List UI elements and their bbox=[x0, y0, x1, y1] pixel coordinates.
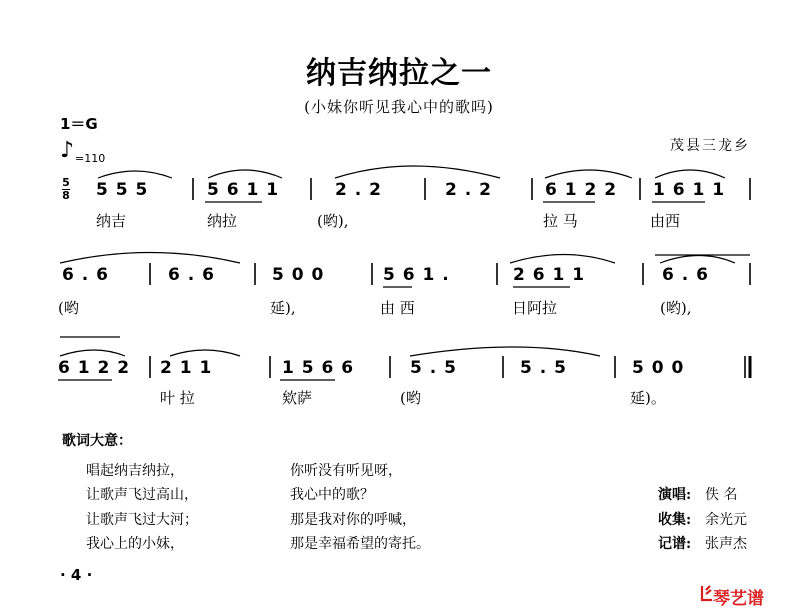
translation-right-4: 那是幸福希望的寄托。 bbox=[290, 536, 430, 552]
measure-1-2: 5 6 1 1 bbox=[207, 180, 280, 200]
measure-1-4: 2 . 2 bbox=[445, 180, 492, 200]
credit-value-singer: 佚 名 bbox=[705, 487, 738, 503]
measure-3-1: 6 1 2 2 bbox=[58, 358, 131, 378]
measure-3-4: 5 . 5 bbox=[410, 358, 457, 378]
brand-name[interactable]: 琴艺谱 bbox=[713, 589, 764, 609]
lyric-1-2: 纳拉 bbox=[207, 212, 238, 230]
lyric-3-4: 延)。 bbox=[630, 389, 666, 407]
measure-2-6: 6 . 6 bbox=[662, 265, 709, 285]
measure-2-4: 5 6 1 . bbox=[383, 265, 450, 285]
measure-2-2: 6 . 6 bbox=[168, 265, 215, 285]
credit-value-collector: 余光元 bbox=[705, 512, 747, 528]
measure-3-3: 1 5 6 6 bbox=[282, 358, 355, 378]
time-signature-bottom: 8 bbox=[62, 189, 70, 202]
translation-heading: 歌词大意： bbox=[62, 433, 132, 449]
lyric-3-2: 欸萨 bbox=[282, 389, 313, 407]
lyric-2-3: 由 西 bbox=[380, 299, 415, 317]
measure-2-5: 2 6 1 1 bbox=[513, 265, 586, 285]
key-signature: 1＝G bbox=[60, 115, 98, 133]
lyric-1-3: (哟), bbox=[317, 212, 349, 230]
tempo-value: =110 bbox=[75, 152, 106, 165]
lyric-2-1: (哟 bbox=[58, 299, 79, 317]
credit-label-singer: 演唱: bbox=[658, 487, 692, 503]
measure-1-6: 1 6 1 1 bbox=[653, 180, 726, 200]
credit-label-collector: 收集: bbox=[658, 512, 692, 528]
region-label: 茂县三龙乡 bbox=[670, 138, 750, 154]
measure-2-3: 5 0 0 bbox=[272, 265, 325, 285]
measure-3-2: 2 1 1 bbox=[160, 358, 213, 378]
translation-right-1: 你听没有听见呀， bbox=[290, 463, 402, 479]
song-title: 纳吉纳拉之一 bbox=[306, 56, 492, 91]
measure-1-1: 5 5 5 bbox=[96, 180, 149, 200]
time-signature-top: 5 bbox=[62, 176, 70, 189]
credit-value-notation: 张声杰 bbox=[705, 536, 747, 552]
translation-right-3: 那是我对你的呼喊， bbox=[290, 512, 416, 528]
translation-left-1: 唱起纳吉纳拉， bbox=[86, 463, 184, 479]
lyric-2-2: 延), bbox=[270, 299, 296, 317]
measure-3-5: 5 . 5 bbox=[520, 358, 567, 378]
eighth-note-icon: ♪ bbox=[60, 138, 75, 163]
lyric-1-5: 由西 bbox=[650, 212, 681, 230]
credit-label-notation: 记谱: bbox=[658, 536, 692, 552]
translation-left-3: 让歌声飞过大河； bbox=[86, 512, 198, 528]
lyric-2-5: (哟), bbox=[660, 299, 692, 317]
lyric-2-4: 日阿拉 bbox=[512, 299, 558, 317]
measure-2-1: 6 . 6 bbox=[62, 265, 109, 285]
qinyipu-logo-icon bbox=[700, 584, 714, 607]
translation-left-2: 让歌声飞过高山， bbox=[86, 487, 198, 503]
translation-left-4: 我心上的小妹， bbox=[86, 536, 184, 552]
lyric-1-1: 纳吉 bbox=[96, 212, 127, 230]
measure-1-5: 6 1 2 2 bbox=[545, 180, 618, 200]
lyric-3-1: 叶 拉 bbox=[160, 389, 195, 407]
measure-3-6: 5 0 0 bbox=[632, 358, 685, 378]
lyric-3-3: (哟 bbox=[400, 389, 421, 407]
page-number: · 4 · bbox=[60, 566, 93, 584]
song-subtitle: (小妹你听见我心中的歌吗) bbox=[304, 98, 494, 116]
lyric-1-4: 拉 马 bbox=[543, 212, 578, 230]
translation-right-2: 我心中的歌？ bbox=[290, 487, 374, 503]
measure-1-3: 2 . 2 bbox=[335, 180, 382, 200]
